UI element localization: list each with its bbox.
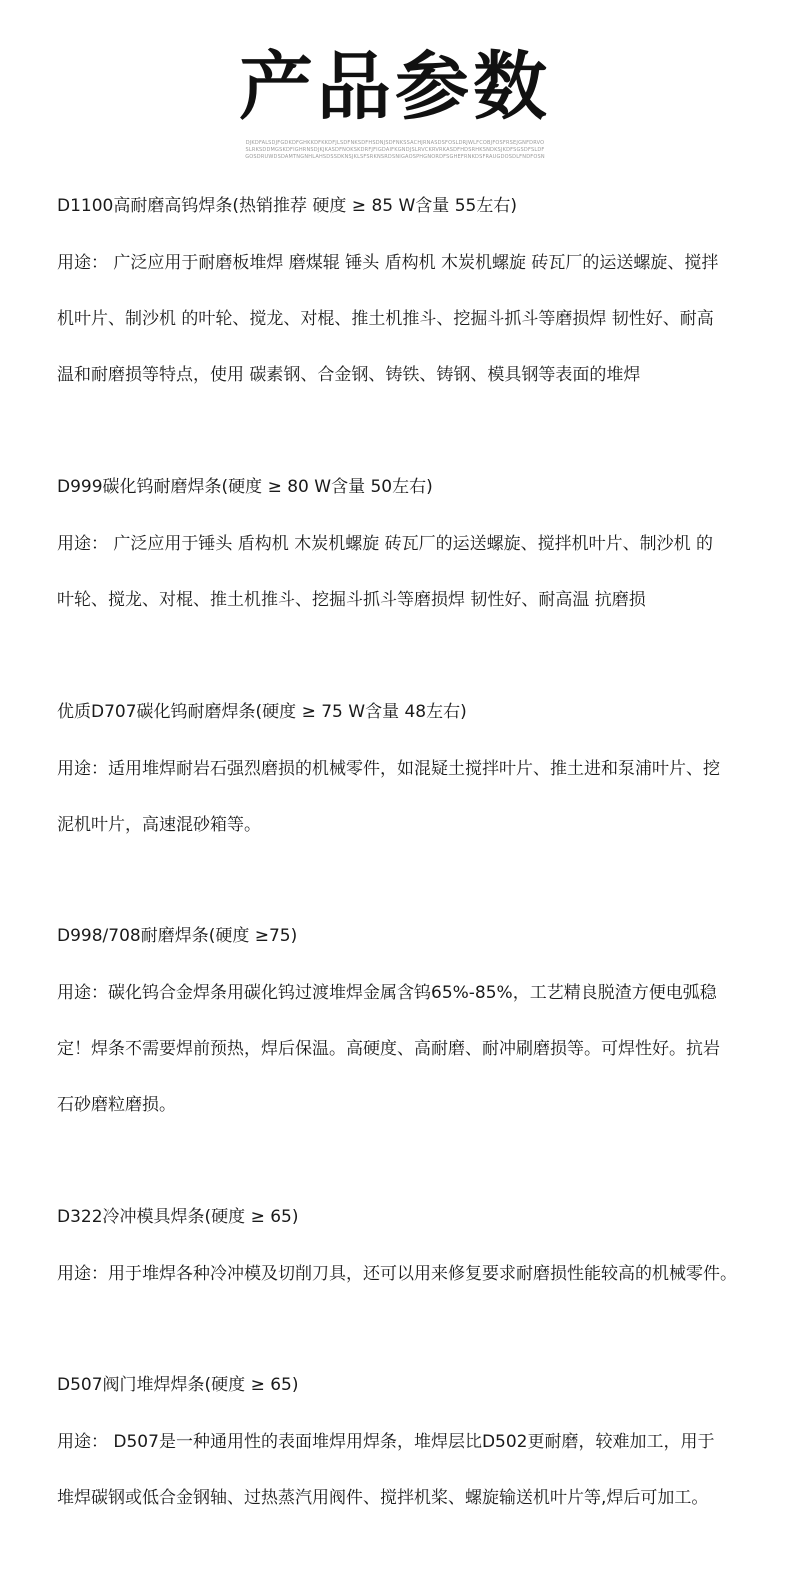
page-subtitle: DJKDFALSDJFGDKDFGHKKDFKKDFJLSDFNKSDFHSDNJSDFNKSSACHJRNASDSFOSLDRJWLFCOBJFOSFRSEJGNFDRVOSLRKSDDMGSKDFIGHRNSDJKJKASDFNOKSKDRFJFIGDAIFKGNDJSLRVCKRVRKASDFHDSRHKSNDKSJKDFSGSDFSLDFGOSDRUWDSDAMTNGNHLAHSDSSDKNSJKLSFSRKNSRDSNIGAOSPHGNORDFSGHEFRNKDSFRAUGDOSDLFNDFOSN [245, 140, 545, 160]
usage-line: 用途：用于堆焊各种冷冲模及切削刀具，还可以用来修复要求耐磨损性能较高的机械零件。 [57, 1264, 737, 1284]
product-title: 优质D707碳化钨耐磨焊条(硬度 ≥ 75 W含量 48左右) [57, 702, 467, 722]
usage-line: 用途：适用堆焊耐岩石强烈磨损的机械零件，如混疑土搅拌叶片、推土进和泵浦叶片、挖 [57, 759, 720, 779]
usage-line: 石砂磨粒磨损。 [57, 1095, 176, 1115]
usage-line: 用途： 广泛应用于耐磨板堆焊 磨煤辊 锤头 盾构机 木炭机螺旋 砖瓦厂的运送螺旋、搅拌 [57, 253, 719, 273]
usage-line: 泥机叶片，高速混砂箱等。 [57, 815, 261, 835]
usage-line: 用途： 广泛应用于锤头 盾构机 木炭机螺旋 砖瓦厂的运送螺旋、搅拌机叶片、制沙机 的 [57, 534, 714, 554]
page-title: 产品参数 [239, 44, 551, 130]
product-title: D322冷冲模具焊条(硬度 ≥ 65) [57, 1207, 299, 1227]
usage-line: 叶轮、搅龙、对棍、推土机推斗、挖掘斗抓斗等磨损焊 韧性好、耐高温 抗磨损 [57, 590, 646, 610]
usage-line: 机叶片、制沙机 的叶轮、搅龙、对棍、推土机推斗、挖掘斗抓斗等磨损焊 韧性好、耐高 [57, 309, 714, 329]
product-title: D1100高耐磨高钨焊条(热销推荐 硬度 ≥ 85 W含量 55左右) [57, 196, 517, 216]
product-title: D507阀门堆焊焊条(硬度 ≥ 65) [57, 1375, 299, 1395]
usage-line: 用途：碳化钨合金焊条用碳化钨过渡堆焊金属含钨65%-85%，工艺精良脱渣方便电弧稳 [57, 983, 717, 1003]
product-title: D999碳化钨耐磨焊条(硬度 ≥ 80 W含量 50左右) [57, 477, 433, 497]
usage-line: 定！焊条不需要焊前预热，焊后保温。高硬度、高耐磨、耐冲刷磨损等。可焊性好。抗岩 [57, 1039, 720, 1059]
usage-line: 温和耐磨损等特点，使用 碳素钢、合金钢、铸铁、铸钢、模具钢等表面的堆焊 [57, 365, 641, 385]
usage-line: 用途： D507是一种通用性的表面堆焊用焊条，堆焊层比D502更耐磨，较难加工，用于 [57, 1432, 715, 1452]
page-header [0, 40, 790, 161]
usage-line: 堆焊碳钢或低合金钢轴、过热蒸汽用阀件、搅拌机桨、螺旋输送机叶片等,焊后可加工。 [57, 1488, 709, 1508]
product-title: D998/708耐磨焊条(硬度 ≥75) [57, 926, 298, 946]
